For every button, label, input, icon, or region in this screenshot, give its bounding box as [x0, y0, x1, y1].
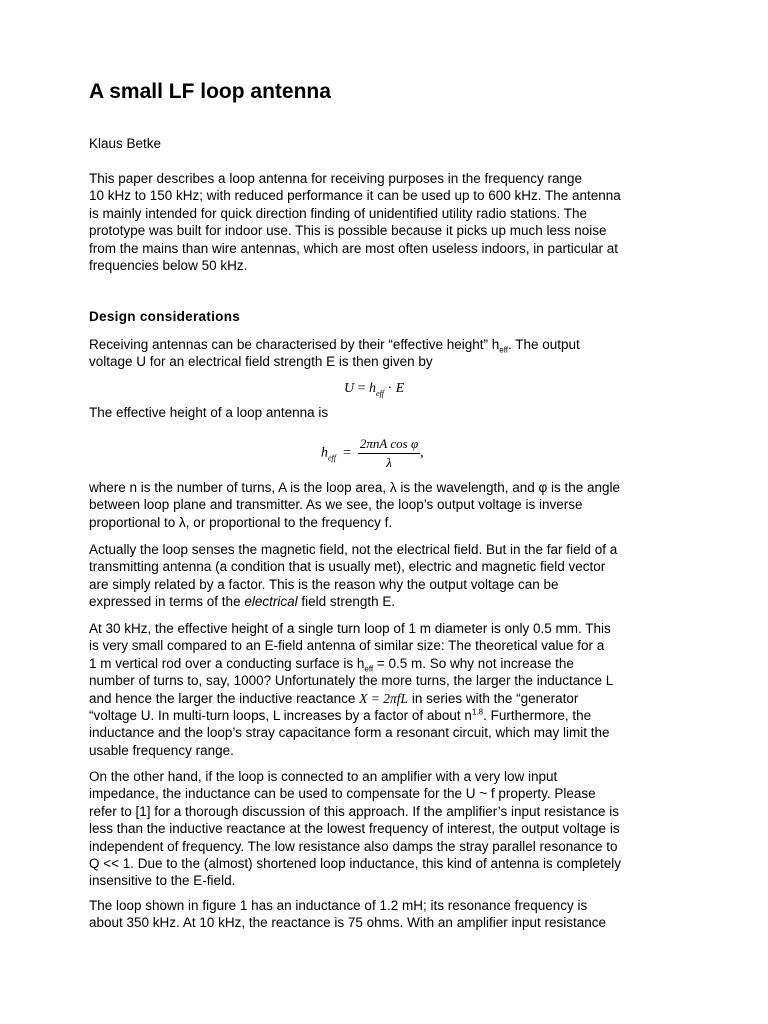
- math-subscript: eff: [376, 388, 385, 398]
- math-punctuation: ,: [420, 445, 424, 461]
- equation-output-voltage: [344, 381, 404, 397]
- text-line: voltage U for an electrical field strength E is then given by: [89, 354, 433, 370]
- text-line: impedance, the inductance can be used to compensate for the U ~ f property. Please: [89, 786, 596, 802]
- text-line: At 30 kHz, the effective height of a single turn loop of 1 m diameter is only 0.5 mm. This: [89, 621, 611, 636]
- superscript: 1.8: [471, 707, 484, 717]
- math-operator: =: [343, 445, 351, 461]
- emphasis-text: electrical: [244, 594, 298, 610]
- paragraph-effective-height: [89, 336, 679, 371]
- text-line: are simply related by a factor. This is the reason why the output voltage can be: [89, 576, 559, 592]
- paragraph-magnetic-field: [89, 541, 679, 611]
- math-symbol: h: [321, 445, 328, 461]
- text-line: prototype was built for indoor use. This is possible because it picks up much less noise: [89, 223, 607, 239]
- paragraph-single-turn: [89, 620, 679, 759]
- text-line: about 350 kHz. At 10 kHz, the reactance is 75 ohms. With an amplifier input resistance: [89, 915, 607, 931]
- text-line: The effective height of a loop antenna is: [89, 405, 329, 420]
- intro-paragraph: [89, 170, 679, 274]
- text-line: from the mains than wire antennas, which are most often useless indoors, in particular at: [89, 240, 619, 256]
- text-line: usable frequency range.: [89, 742, 234, 758]
- text-line: inductance and the loop’s stray capacitance form a resonant circuit, which may limit the: [89, 725, 610, 741]
- text-run: . Furthermore, the: [483, 708, 592, 724]
- text-run: = 0.5 m. So why not increase the: [373, 655, 574, 671]
- text-run: expressed in terms of the: [89, 594, 245, 610]
- fraction-numerator: 2πnA cos φ: [358, 436, 420, 454]
- text-line: transmitting antenna (a condition that is usually met), electric and magnetic field vector: [89, 559, 606, 575]
- text-line: This paper describes a loop antenna for receiving purposes in the frequency range: [89, 171, 583, 186]
- text-run: and hence the larger the inductive reactance: [89, 690, 360, 706]
- math-operator: ·: [387, 381, 393, 396]
- text-line: frequencies below 50 kHz.: [89, 258, 248, 274]
- text-line: is very small compared to an E-field antenna of similar size: The theoretical value for a: [89, 638, 605, 654]
- paragraph-variables: [89, 479, 679, 531]
- text-run: . The output: [508, 337, 580, 352]
- paragraph-loop-height-intro: [89, 404, 679, 421]
- author-name: Klaus Betke: [89, 136, 162, 151]
- text-line: where n is the number of turns, A is the loop area, λ is the wavelength, and φ is the angle: [89, 480, 621, 495]
- fraction-denominator: λ: [386, 455, 392, 470]
- text-line: 10 kHz to 150 kHz; with reduced performance it can be used up to 600 kHz. The antenna: [89, 188, 621, 204]
- math-symbol: h: [369, 381, 377, 396]
- math-symbol: U: [344, 381, 355, 396]
- text-run: field strength E.: [297, 594, 396, 610]
- text-line: insensitive to the E-field.: [89, 873, 236, 889]
- equation-effective-height: [321, 436, 424, 471]
- math-operator: =: [357, 381, 366, 396]
- inline-math: X = 2πfL: [359, 690, 409, 706]
- text-run: 1 m vertical rod over a conducting surface is h: [89, 655, 365, 671]
- text-line: [89, 593, 679, 610]
- text-line: is mainly intended for quick direction finding of unidentified utility radio stations. The: [89, 205, 588, 221]
- subscript: eff: [499, 345, 508, 355]
- text-run: “voltage U. In multi-turn loops, L increases by a factor of about n: [89, 708, 472, 724]
- text-line: [89, 655, 679, 672]
- paper-title: A small LF loop antenna: [89, 80, 331, 103]
- fraction: [358, 436, 420, 471]
- text-line: refer to [1] for a thorough discussion of this approach. If the amplifier’s input resistance is: [89, 803, 620, 819]
- subscript: eff: [364, 664, 374, 674]
- text-line: [89, 336, 679, 353]
- math-symbol: E: [395, 381, 405, 396]
- text-line: number of turns to, say, 1000? Unfortunately the more turns, the larger the inductance L: [89, 673, 614, 689]
- paragraph-figure-1: [89, 897, 679, 932]
- text-line: [89, 690, 679, 707]
- text-line: independent of frequency. The low resistance also damps the stray parallel resonance to: [89, 838, 618, 854]
- text-line: Q << 1. Due to the (almost) shortened loop inductance, this kind of antenna is completely: [89, 856, 622, 872]
- text-line: The loop shown in figure 1 has an inductance of 1.2 mH; its resonance frequency is: [89, 898, 588, 913]
- text-run: Receiving antennas can be characterised by their “effective height” h: [89, 337, 500, 352]
- text-line: between loop plane and transmitter. As we see, the loop’s output voltage is inverse: [89, 497, 583, 513]
- text-line: Actually the loop senses the magnetic field, not the electrical field. But in the far field of a: [89, 542, 618, 557]
- math-subscript: eff: [328, 453, 336, 463]
- paragraph-amplifier: [89, 768, 679, 890]
- text-run: in series with the “generator: [408, 690, 579, 706]
- text-line: On the other hand, if the loop is connected to an amplifier with a very low input: [89, 769, 558, 784]
- section-heading: Design considerations: [89, 309, 241, 324]
- text-line: less than the inductive reactance at the lowest frequency of interest, the output voltage is: [89, 821, 620, 837]
- text-line: [89, 707, 679, 724]
- text-line: proportional to λ, or proportional to the frequency f.: [89, 514, 393, 530]
